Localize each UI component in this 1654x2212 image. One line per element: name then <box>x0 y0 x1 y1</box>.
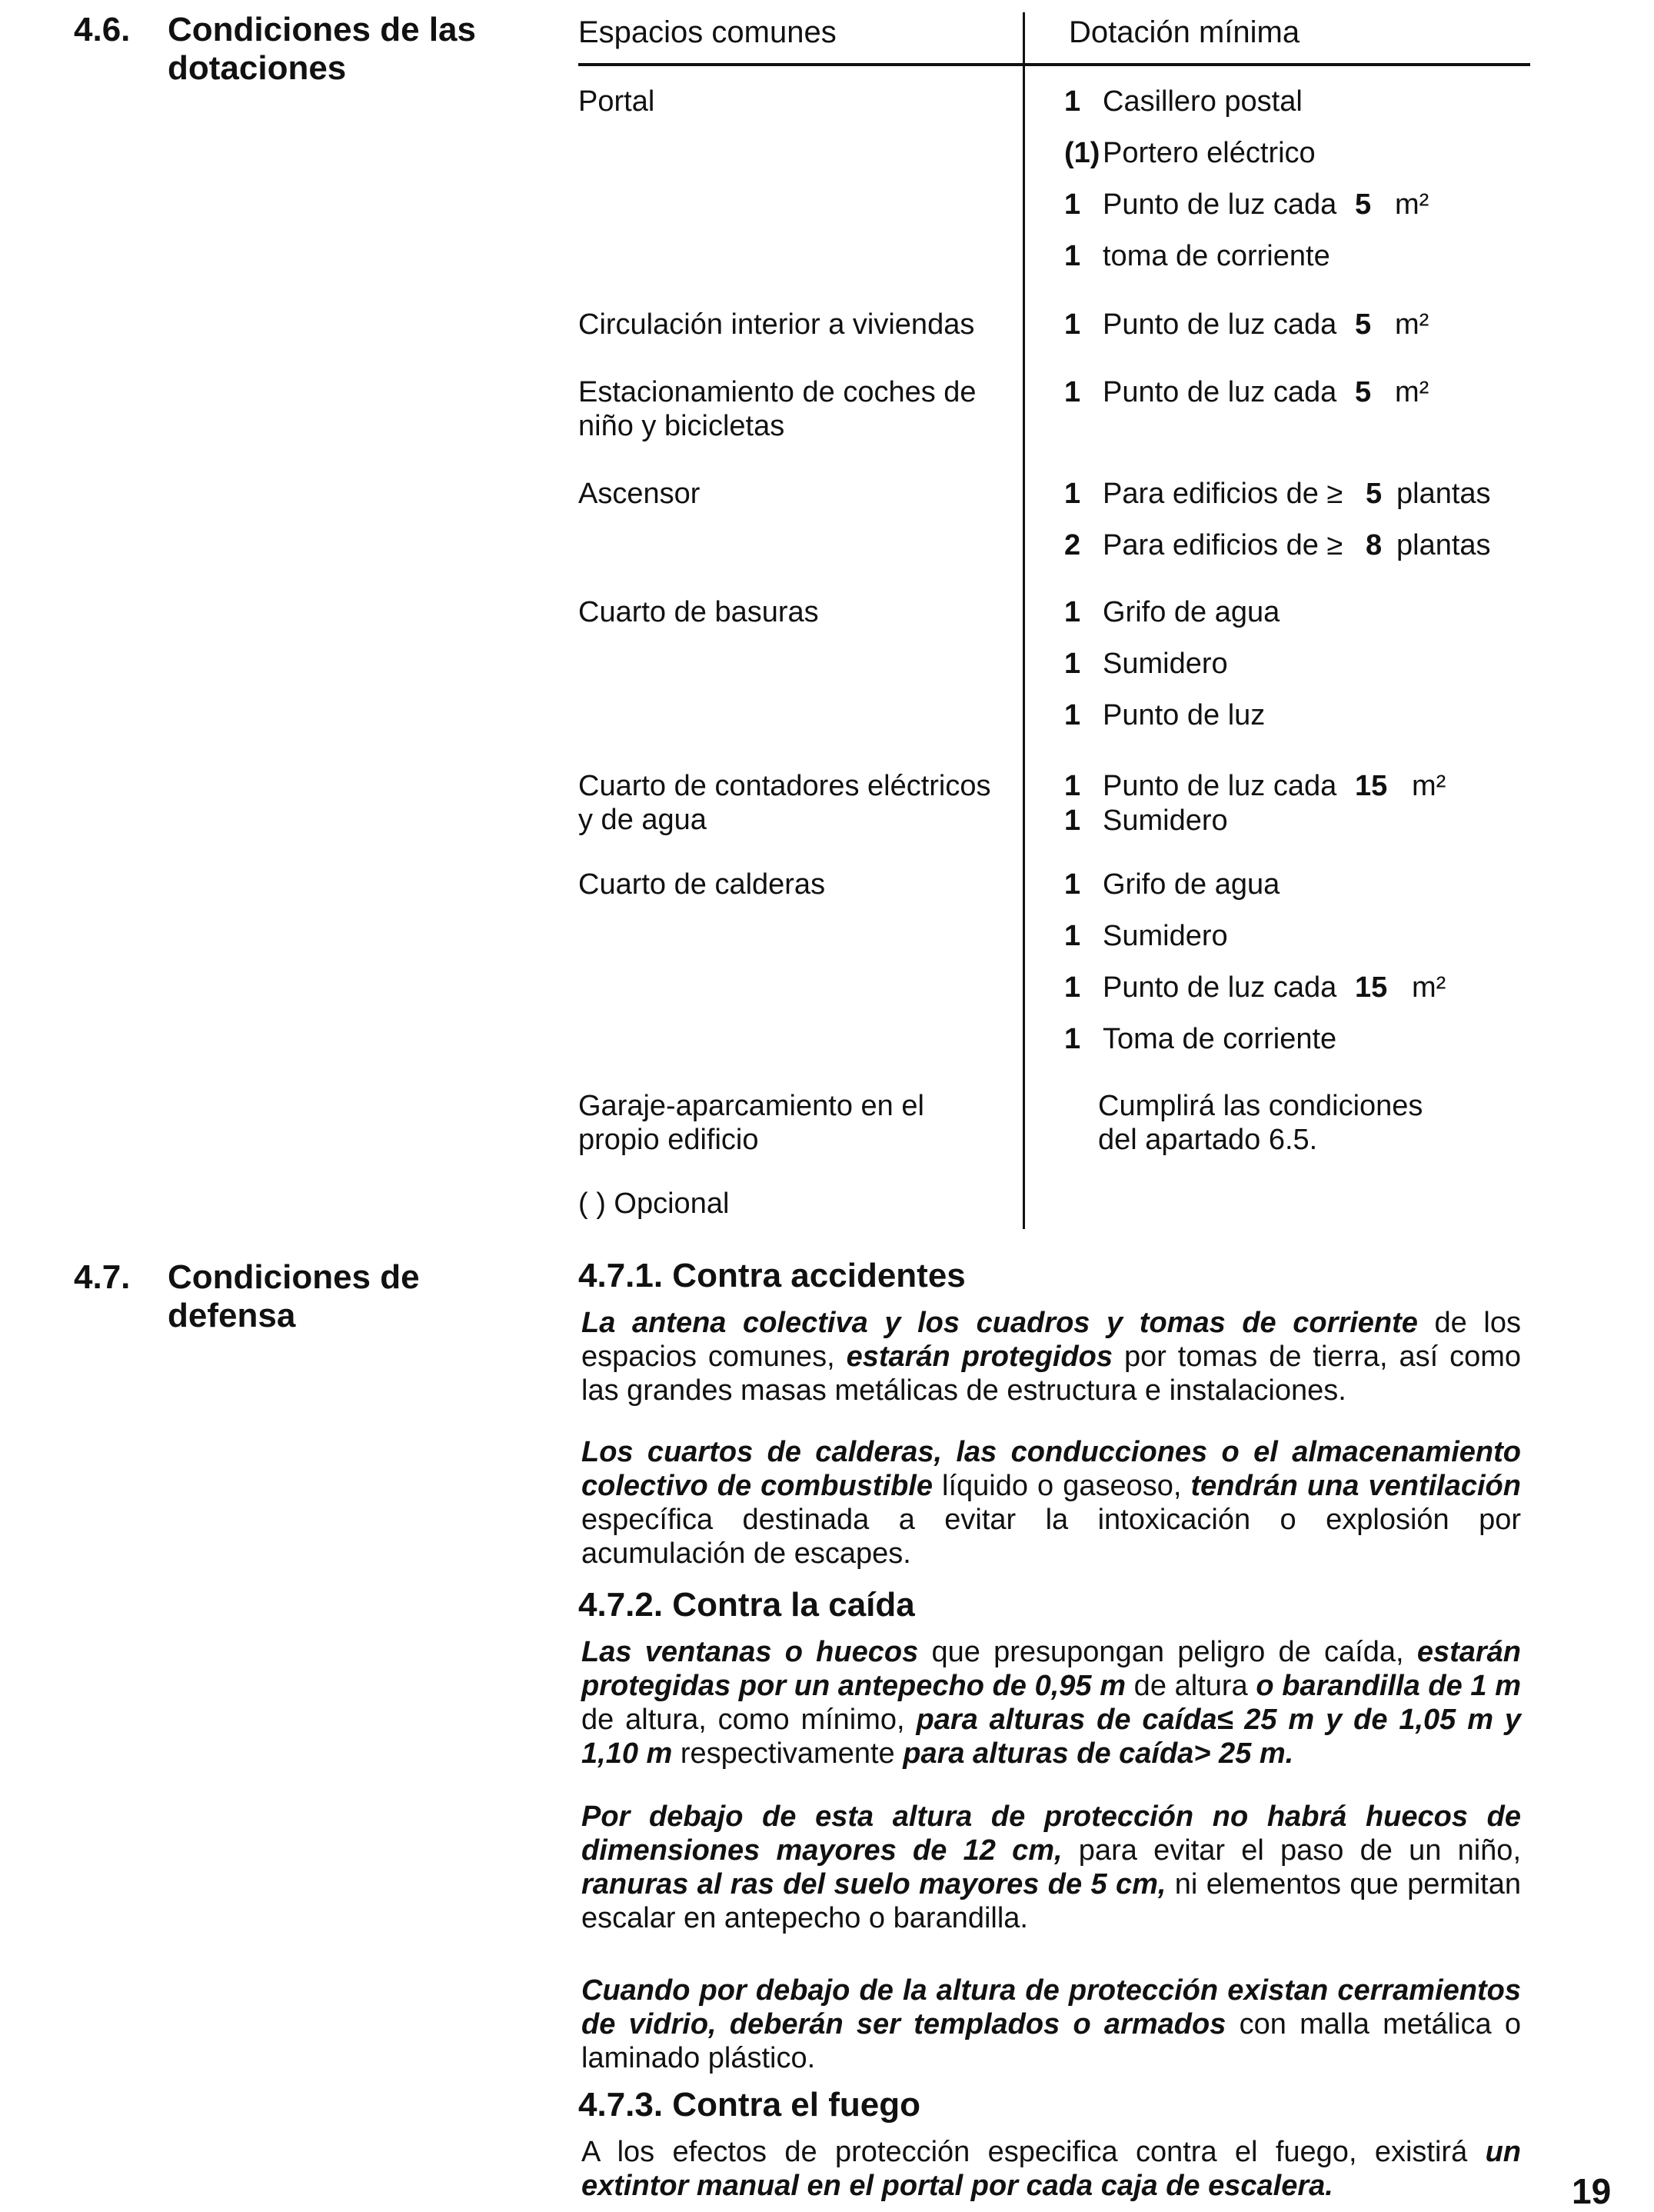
equipment-item <box>1064 698 1541 750</box>
table-column-divider <box>1023 12 1025 1229</box>
text-run: por tomas de tierra, así como las grandes masas metálicas de estructura e instalaciones. <box>581 1341 1522 1407</box>
equipment-list <box>1064 595 1541 750</box>
text-run: A los efectos de protección especifica contra el fuego, existirá <box>581 2136 1486 2168</box>
table-header-rule <box>578 63 1530 66</box>
text-run: para evitar el paso de un niño, <box>1062 1834 1521 1867</box>
equipment-item <box>1064 308 1541 359</box>
text-run: con malla metálica o laminado plástico. <box>581 2008 1522 2074</box>
paragraph <box>581 1974 1521 2075</box>
description: Punto de luz cada <box>1103 308 1337 341</box>
value: 8 <box>1366 529 1383 561</box>
space-label: Circulación interior a viviendas <box>578 308 975 341</box>
emphasized-text: Las ventanas o huecos <box>581 1636 919 1668</box>
space-label: Ascensor <box>578 478 701 510</box>
emphasized-text: tendrán una ventilación <box>1190 1470 1521 1502</box>
equipment-list <box>1064 769 1541 838</box>
description: Sumidero <box>1103 648 1228 680</box>
emphasized-text: o barandilla de 1 m <box>1256 1670 1521 1702</box>
note-line: Cumplirá las condiciones <box>1098 1090 1423 1122</box>
section-title: Condiciones de las dotaciones <box>168 11 476 87</box>
emphasized-text: Los cuartos de calderas, las conducciones o el almacenamiento colectivo de combustible <box>581 1436 1521 1502</box>
emphasized-text: estarán protegidos <box>846 1341 1113 1373</box>
quantity: 2 <box>1064 529 1081 561</box>
equipment-item <box>1064 528 1541 580</box>
section-number: 4.7. <box>74 1258 131 1296</box>
text-run: de los espacios comunes, <box>581 1307 1522 1373</box>
description: Para edificios de ≥ <box>1103 478 1343 510</box>
description: Grifo de agua <box>1103 596 1280 628</box>
description: Punto de luz <box>1103 699 1266 731</box>
equipment-item <box>1064 919 1541 971</box>
equipment-list <box>1064 375 1541 427</box>
description: Sumidero <box>1103 920 1228 952</box>
description: Portero eléctrico <box>1103 137 1316 169</box>
quantity: 1 <box>1064 478 1081 510</box>
quantity: 1 <box>1064 805 1081 837</box>
description: Para edificios de ≥ <box>1103 529 1343 561</box>
garage-note <box>1098 1089 1529 1157</box>
unit: m² <box>1395 376 1429 408</box>
quantity: 1 <box>1064 188 1081 221</box>
page-number: 19 <box>1572 2171 1612 2211</box>
value: 5 <box>1355 308 1372 341</box>
emphasized-text: estarán protegidas por un antepecho de 0,95 m <box>581 1636 1522 1702</box>
space-label: Cuarto de basuras <box>578 596 819 628</box>
equipment-list <box>1064 868 1541 1074</box>
equipment-item <box>1064 1022 1541 1074</box>
equipment-item <box>1064 375 1541 427</box>
section-title: Condiciones de defensa <box>168 1258 420 1334</box>
emphasized-text: Cuando por debajo de la altura de protección existan cerramientos de vidrio, deberán ser templados o armados <box>581 1974 1521 2040</box>
quantity: 1 <box>1064 240 1081 272</box>
equipment-item <box>1064 595 1541 647</box>
space-label: Cuarto de calderas <box>578 868 826 901</box>
equipment-item <box>1064 769 1541 804</box>
description: Sumidero <box>1103 805 1228 837</box>
quantity: 1 <box>1064 308 1081 341</box>
value: 15 <box>1355 971 1388 1004</box>
unit: m² <box>1395 188 1429 221</box>
paragraph <box>581 1635 1521 1771</box>
description: Toma de corriente <box>1103 1023 1337 1055</box>
unit: m² <box>1412 770 1446 802</box>
emphasized-text: para alturas de caída≤ 25 m y de 1,05 m y 1,10 m <box>581 1704 1521 1770</box>
text-run: de altura <box>1126 1670 1256 1702</box>
space-label: Cuarto de contadores eléctricos y de agua <box>578 770 991 836</box>
subsection-heading: 4.7.2. Contra la caída <box>578 1586 915 1624</box>
paragraph <box>581 1435 1521 1571</box>
column-header-spaces: Espacios comunes <box>578 15 837 49</box>
quantity: 1 <box>1064 920 1081 952</box>
quantity: 1 <box>1064 699 1081 731</box>
description: Punto de luz cada <box>1103 770 1337 802</box>
equipment-item <box>1064 477 1541 528</box>
quantity: 1 <box>1064 596 1081 628</box>
quantity: 1 <box>1064 971 1081 1004</box>
equipment-list <box>1064 308 1541 359</box>
description: Punto de luz cada <box>1103 376 1337 408</box>
description: Punto de luz cada <box>1103 971 1337 1004</box>
emphasized-text: un extintor manual en el portal por cada caja de escalera. <box>581 2136 1521 2202</box>
value: 15 <box>1355 770 1388 802</box>
section-number: 4.6. <box>74 11 131 48</box>
description: toma de corriente <box>1103 240 1330 272</box>
unit: m² <box>1412 971 1446 1004</box>
space-label: Estacionamiento de coches de niño y bicicletas <box>578 376 977 442</box>
paragraph <box>581 1306 1521 1407</box>
quantity: 1 <box>1064 868 1081 901</box>
text-run: específica destinada a evitar la intoxicación o explosión por acumulación de escapes. <box>581 1504 1521 1570</box>
equipment-list <box>1064 85 1541 291</box>
text-run: líquido o gaseoso, <box>932 1470 1191 1502</box>
value: 5 <box>1355 188 1372 221</box>
quantity: 1 <box>1064 376 1081 408</box>
paragraph <box>581 1800 1521 1935</box>
optional-note: ( ) Opcional <box>578 1188 730 1220</box>
column-header-equipment: Dotación mínima <box>1069 15 1300 49</box>
equipment-list <box>1064 477 1541 580</box>
description: Punto de luz cada <box>1103 188 1337 221</box>
subsection-heading: 4.7.3. Contra el fuego <box>578 2086 920 2124</box>
text-run: respectivamente <box>672 1737 904 1770</box>
paragraph <box>581 2135 1521 2203</box>
unit: plantas <box>1396 529 1491 561</box>
equipment-item <box>1064 971 1541 1022</box>
text-run: que presupongan peligro de caída, <box>918 1636 1417 1668</box>
quantity: 1 <box>1064 770 1081 802</box>
emphasized-text: Por debajo de esta altura de protección no habrá huecos de dimensiones mayores de 12 cm, <box>581 1801 1521 1867</box>
emphasized-text: para alturas de caída> 25 m. <box>903 1737 1294 1770</box>
text-run: de altura, como mínimo, <box>581 1704 917 1736</box>
equipment-item <box>1064 85 1541 136</box>
equipment-item <box>1064 136 1541 188</box>
unit: m² <box>1395 308 1429 341</box>
equipment-item <box>1064 804 1541 838</box>
quantity: 1 <box>1064 1023 1081 1055</box>
description: Casillero postal <box>1103 85 1303 118</box>
quantity: 1 <box>1064 648 1081 680</box>
space-label: Portal <box>578 85 655 118</box>
text-run: ni elementos que permitan escalar en antepecho o barandilla. <box>581 1868 1522 1934</box>
emphasized-text: La antena colectiva y los cuadros y tomas de corriente <box>581 1307 1418 1339</box>
quantity: 1 <box>1064 85 1081 118</box>
equipment-item <box>1064 647 1541 698</box>
equipment-item <box>1064 868 1541 919</box>
emphasized-text: ranuras al ras del suelo mayores de 5 cm, <box>581 1868 1166 1901</box>
unit: plantas <box>1396 478 1491 510</box>
subsection-heading: 4.7.1. Contra accidentes <box>578 1257 966 1294</box>
equipment-item <box>1064 188 1541 239</box>
space-label: Garaje-aparcamiento en el propio edificio <box>578 1090 924 1156</box>
equipment-item <box>1064 239 1541 291</box>
note-line: del apartado 6.5. <box>1098 1124 1318 1156</box>
description: Grifo de agua <box>1103 868 1280 901</box>
value: 5 <box>1355 376 1372 408</box>
quantity: (1) <box>1064 137 1100 169</box>
value: 5 <box>1366 478 1383 510</box>
